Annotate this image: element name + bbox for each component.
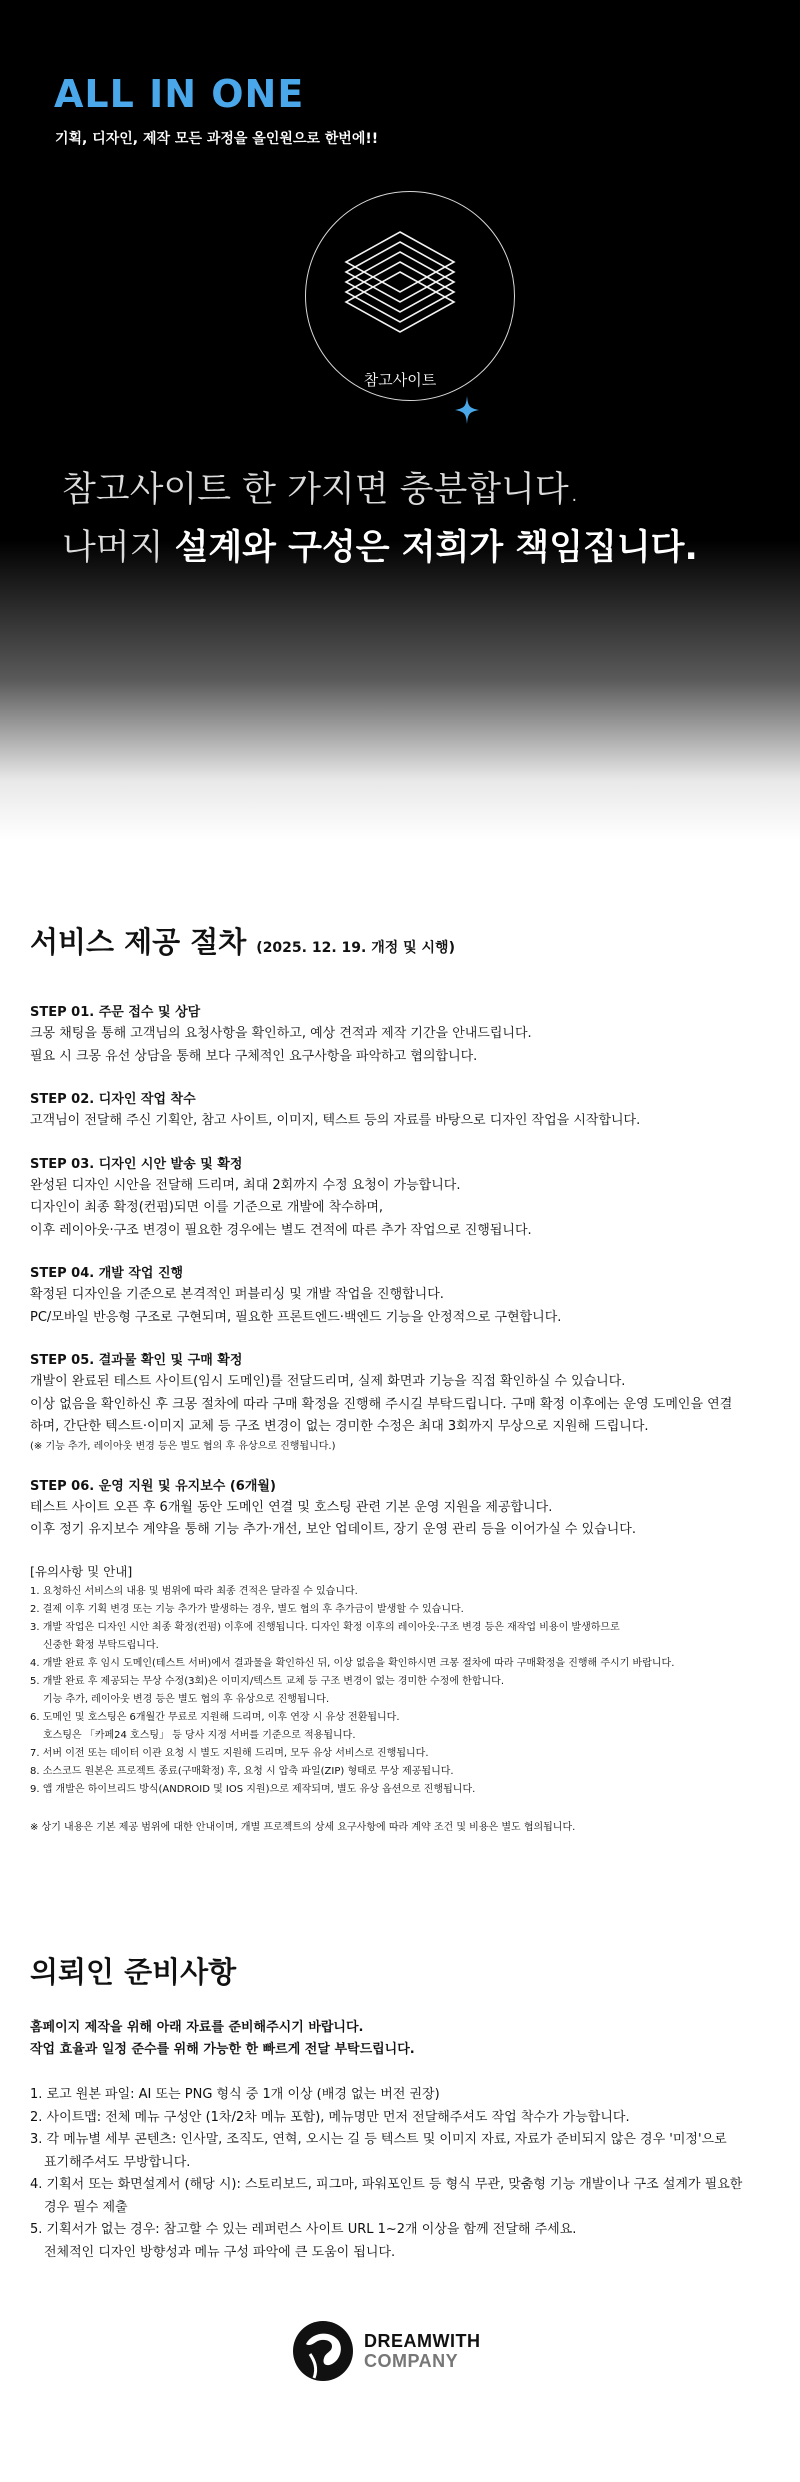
step-title: STEP 05. 결과물 확인 및 구매 확정 <box>30 1353 243 1368</box>
step-title: STEP 01. 주문 접수 및 상담 <box>30 1005 201 1020</box>
step-block <box>30 1153 775 1243</box>
service-title-row <box>30 920 775 961</box>
step-body <box>30 1284 775 1329</box>
prep-intro <box>30 2017 775 2061</box>
step-line: 크몽 채팅을 통해 고객님의 요청사항을 확인하고, 예상 견적과 제작 기간을 안내드립니다. <box>30 1026 532 1041</box>
note-item <box>30 1583 775 1601</box>
prep-item <box>30 2107 775 2130</box>
layers-icon <box>338 228 462 336</box>
step-line: 필요 시 크몽 유선 상담을 통해 보다 구체적인 요구사항을 파악하고 협의합니다. <box>30 1048 478 1064</box>
step-block <box>30 1262 775 1329</box>
note-item <box>30 1709 775 1745</box>
step-title: STEP 03. 디자인 시안 발송 및 확정 <box>30 1156 243 1172</box>
note-item <box>30 1781 775 1799</box>
step-line: 완성된 디자인 시안을 전달해 드리며, 최대 2회까지 수정 요청이 가능합니다. <box>30 1177 461 1193</box>
step-note: (※ 기능 추가, 레이아웃 변경 등은 별도 협의 후 유상으로 진행됩니다.) <box>30 1440 336 1452</box>
note-item <box>30 1655 775 1673</box>
note-item <box>30 1619 775 1655</box>
step-line: 이후 레이아웃·구조 변경이 필요한 경우에는 별도 견적에 따른 추가 작업으로 진행됩니다. <box>30 1222 532 1238</box>
note-item-text: 3. 개발 작업은 디자인 시안 최종 확정(컨펌) 이후에 진행됩니다. 디자인 확정 이후의 레이아웃·구조 변경 등은 재작업 비용이 발생하므로 <box>30 1621 620 1633</box>
hero-headline-prefix: 나머지 <box>62 528 175 568</box>
prep-item-text: 5. 기획서가 없는 경우: 참고할 수 있는 레퍼런스 사이트 URL 1~2개 이상을 함께 전달해 주세요. <box>30 2222 577 2237</box>
prep-intro-line1: 홈페이지 제작을 위해 아래 자료를 준비해주시기 바랍니다. <box>30 2020 364 2035</box>
prep-item-continuation: 전체적인 디자인 방향성과 메뉴 구성 파악에 큰 도움이 됩니다. <box>44 2244 396 2260</box>
prep-item-continuation: 표기해주셔도 무방합니다. <box>44 2154 191 2170</box>
hero-headline-line1: 참고사이트 한 가지면 충분합니다. <box>62 470 580 510</box>
step-line: 하며, 간단한 텍스트·이미지 교체 등 구조 변경이 없는 경미한 수정은 최대 3회까지 무상으로 지원해 드립니다. <box>30 1419 649 1434</box>
hero-subtitle: 기획, 디자인, 제작 모든 과정을 올인원으로 한번에!! <box>55 131 379 147</box>
prep-item-text: 2. 사이트맵: 전체 메뉴 구성안 (1차/2차 메뉴 포함), 메뉴명만 먼저 전달해주셔도 작업 착수가 가능합니다. <box>30 2109 630 2125</box>
step-title: STEP 02. 디자인 작업 착수 <box>30 1092 196 1107</box>
note-item <box>30 1673 775 1709</box>
step-body <box>30 1371 775 1439</box>
step-line: 이후 정기 유지보수 계약을 통해 기능 추가·개선, 보안 업데이트, 장기 운영 관리 등을 이어가실 수 있습니다. <box>30 1522 636 1537</box>
service-procedure-section <box>30 920 775 1833</box>
note-item-text: 5. 개발 완료 후 제공되는 무상 수정(3회)은 이미지/텍스트 교체 등 구조 변경이 없는 경미한 수정에 한합니다. <box>30 1675 504 1687</box>
step-block <box>30 1475 775 1542</box>
step-line: PC/모바일 반응형 구조로 구현되며, 필요한 프론트엔드·백엔드 기능을 안정적으로 구현합니다. <box>30 1309 562 1325</box>
prep-item-text: 4. 기획서 또는 화면설계서 (해당 시): 스토리보드, 피그마, 파워포인트 등 형식 무관, 맞춤형 기능 개발이나 구조 설계가 필요한 <box>30 2177 743 2192</box>
step-body <box>30 1110 775 1133</box>
prep-item-continuation: 경우 필수 제출 <box>44 2199 128 2215</box>
note-item-text: 8. 소스코드 원본은 프로젝트 종료(구매확정) 후, 요청 시 압축 파일(ZIP) 형태로 무상 제공됩니다. <box>30 1765 454 1777</box>
note-item-text: 2. 결제 이후 기획 변경 또는 기능 추가가 발생하는 경우, 별도 협의 후 추가금이 발생할 수 있습니다. <box>30 1603 464 1615</box>
notes-list <box>30 1583 775 1799</box>
note-item-text: 1. 요청하신 서비스의 내용 및 범위에 따라 최종 견적은 달라질 수 있습니다. <box>30 1585 358 1597</box>
client-preparation-section <box>30 1950 775 2264</box>
step-line: 테스트 사이트 오픈 후 6개월 동안 도메인 연결 및 호스팅 관련 기본 운영 지원을 제공합니다. <box>30 1499 553 1515</box>
note-item <box>30 1601 775 1619</box>
logo-wordmark <box>364 2331 480 2371</box>
logo-line2: COMPANY <box>364 2351 459 2371</box>
step-line: 개발이 완료된 테스트 사이트(임시 도메인)를 전달드리며, 실제 화면과 기능을 직접 확인하실 수 있습니다. <box>30 1374 626 1389</box>
prep-title: 의뢰인 준비사항 <box>30 1955 237 1989</box>
step-line: 디자인이 최종 확정(컨펌)되면 이를 기준으로 개발에 착수하며, <box>30 1200 384 1215</box>
step-line: 고객님이 전달해 주신 기획안, 참고 사이트, 이미지, 텍스트 등의 자료를 바탕으로 디자인 작업을 시작합니다. <box>30 1113 641 1128</box>
prep-item-text: 3. 각 메뉴별 세부 콘텐츠: 인사말, 조직도, 연혁, 오시는 길 등 텍스트 및 이미지 자료, 자료가 준비되지 않은 경우 '미정'으로 <box>30 2132 727 2147</box>
prep-item <box>30 2129 775 2174</box>
prep-item <box>30 2174 775 2219</box>
step-block <box>30 1001 775 1068</box>
step-line: 이상 없음을 확인하신 후 크몽 절차에 따라 구매 확정을 진행해 주시길 부탁드립니다. 구매 확정 이후에는 운영 도메인을 연결 <box>30 1396 733 1412</box>
prep-list <box>30 2084 775 2264</box>
step-body <box>30 1497 775 1542</box>
hero-title: ALL IN ONE <box>54 72 305 116</box>
note-item-text: 6. 도메인 및 호스팅은 6개월간 무료로 지원해 드리며, 이후 연장 시 유상 전환됩니다. <box>30 1711 400 1723</box>
prep-item <box>30 2219 775 2264</box>
prep-intro-line2: 작업 효율과 일정 준수를 위해 가능한 한 빠르게 전달 부탁드립니다. <box>30 2042 415 2057</box>
service-title: 서비스 제공 절차 <box>30 925 247 959</box>
note-item-continuation: 기능 추가, 레이아웃 변경 등은 별도 협의 후 유상으로 진행됩니다. <box>43 1693 330 1705</box>
note-item <box>30 1745 775 1763</box>
steps-list <box>30 1001 775 1542</box>
step-title: STEP 06. 운영 지원 및 유지보수 (6개월) <box>30 1478 276 1494</box>
prep-item <box>30 2084 775 2107</box>
hero-headline-line2 <box>62 520 698 570</box>
step-line: 확정된 디자인을 기준으로 본격적인 퍼블리싱 및 개발 작업을 진행합니다. <box>30 1287 444 1302</box>
note-item-continuation: 호스팅은 「카페24 호스팅」 등 당사 지정 서버를 기준으로 적용됩니다. <box>43 1729 356 1741</box>
note-item-continuation: 신중한 확정 부탁드립니다. <box>43 1639 159 1651</box>
note-item <box>30 1763 775 1781</box>
note-item-text: 9. 앱 개발은 하이브리드 방식(ANDROID 및 IOS 지원)으로 제작되며, 별도 유상 옵션으로 진행됩니다. <box>30 1783 476 1795</box>
sparkle-icon <box>455 396 479 424</box>
step-body <box>30 1023 775 1068</box>
note-item-text: 4. 개발 완료 후 임시 도메인(테스트 서버)에서 결과물을 확인하신 뒤, 이상 없음을 확인하시면 크몽 절차에 따라 구매확정을 진행해 주시기 바랍니다. <box>30 1657 675 1669</box>
step-block <box>30 1088 775 1133</box>
prep-item-text: 1. 로고 원본 파일: AI 또는 PNG 형식 중 1개 이상 (배경 없는 버전 권장) <box>30 2087 440 2102</box>
logo-line1: DREAMWITH <box>364 2331 481 2351</box>
notes-title: [유의사항 및 안내] <box>30 1563 133 1579</box>
step-title: STEP 04. 개발 작업 진행 <box>30 1266 184 1281</box>
service-title-note: (2025. 12. 19. 개정 및 시행) <box>256 940 455 956</box>
company-logo <box>292 2320 480 2382</box>
note-item-text: 7. 서버 이전 또는 데이터 이관 요청 시 별도 지원해 드리며, 모두 유상 서비스로 진행됩니다. <box>30 1747 429 1759</box>
reference-site-label: 참고사이트 <box>363 371 437 389</box>
step-block <box>30 1349 775 1455</box>
dreamwith-logo-icon <box>292 2320 354 2382</box>
service-footnote: ※ 상기 내용은 기본 제공 범위에 대한 안내이며, 개별 프로젝트의 상세 요구사항에 따라 계약 조건 및 비용은 별도 협의됩니다. <box>30 1821 576 1833</box>
step-body <box>30 1175 775 1243</box>
hero-headline-bold: 설계와 구성은 저희가 책임집니다. <box>174 528 698 568</box>
hero-section <box>0 0 800 840</box>
